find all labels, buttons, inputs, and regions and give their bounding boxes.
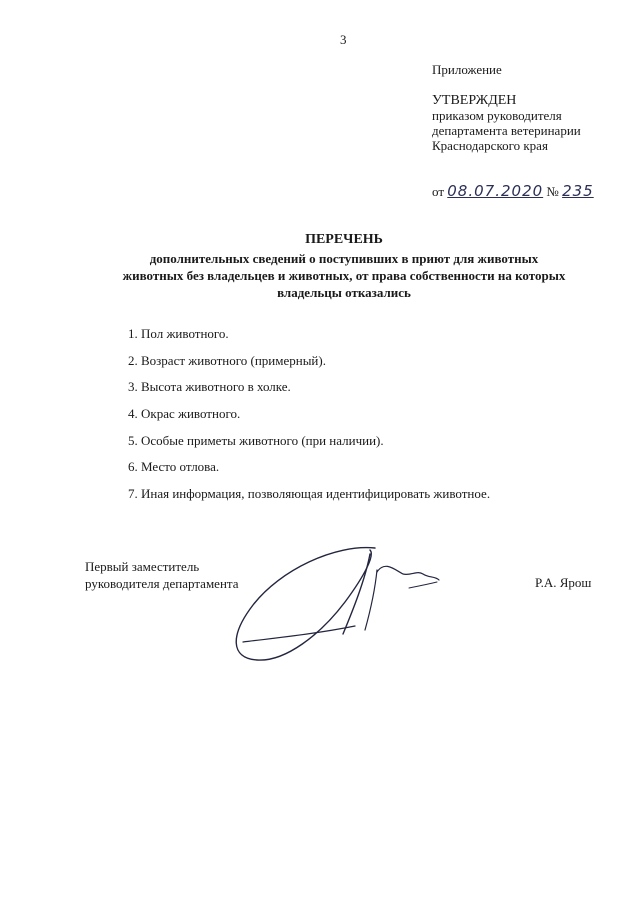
heading-line: животных без владельцев и животных, от права собственности на которых (122, 268, 566, 283)
list-item: 2. Возраст животного (примерный). (128, 352, 326, 368)
appendix-label: Приложение (432, 62, 502, 77)
approved-line: приказом руководителя (432, 108, 562, 123)
list-item: 6. Место отлова. (128, 459, 220, 475)
approved-line: департамента ветеринарии (432, 123, 581, 138)
info-list (128, 326, 490, 513)
signer-position-line: руководителя департамента (85, 576, 239, 591)
heading-line: владельцы отказались (277, 285, 411, 300)
order-prefix: от (432, 184, 445, 199)
order-number: 235 (562, 182, 594, 200)
approval-header (432, 62, 632, 153)
list-item: 3. Высота животного в холке. (128, 379, 291, 395)
order-reference (432, 182, 594, 200)
signer-name: Р.А. Ярош (535, 575, 592, 590)
list-item: 4. Окрас животного. (128, 406, 241, 422)
order-date: 08.07.2020 (447, 182, 544, 200)
page-number: 3 (340, 32, 347, 47)
list-item: 7. Иная информация, позволяющая идентифицировать животное. (128, 486, 491, 502)
signer-position-line: Первый заместитель (85, 559, 200, 574)
heading-title: ПЕРЕЧЕНЬ (305, 232, 383, 247)
list-item: 5. Особые приметы животного (при наличии). (128, 432, 384, 448)
order-number-sign: № (546, 184, 559, 199)
approved-title: УТВЕРЖДЕН (432, 93, 517, 108)
approved-line: Краснодарского края (432, 138, 548, 153)
list-item: 1. Пол животного. (128, 326, 229, 341)
signer-position (85, 558, 239, 592)
heading-line: дополнительных сведений о поступивших в приют для животных (149, 251, 539, 266)
document-heading (85, 231, 603, 301)
signature-image (225, 530, 455, 670)
